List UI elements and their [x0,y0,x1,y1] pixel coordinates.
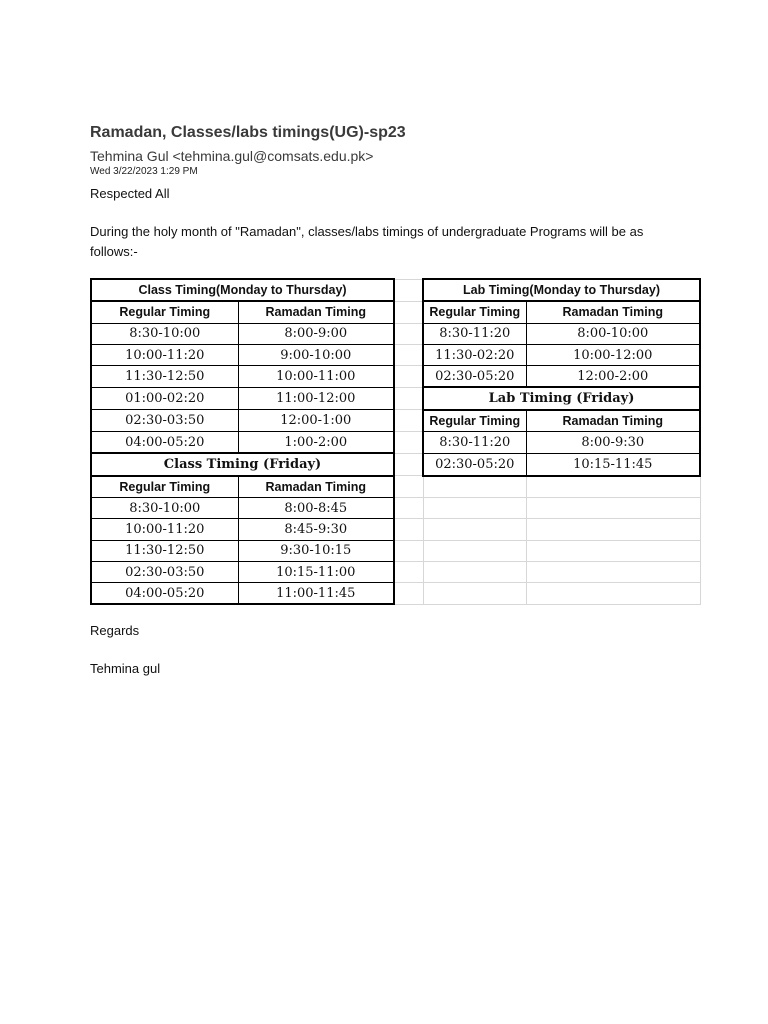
table-cell: 10:15-11:00 [238,561,394,582]
table-cell: 11:30-12:50 [91,366,238,388]
spacer-cell [394,497,423,518]
empty-cell [526,497,700,518]
table-row [91,366,700,388]
table-row [91,279,700,301]
empty-cell [423,583,526,605]
closing: Regards [90,623,140,638]
spacer-cell [394,432,423,454]
email-date: Wed 3/22/2023 1:29 PM [90,166,198,177]
table-row [91,497,700,518]
class-mt-col2: Ramadan Timing [238,301,394,323]
table-cell: 04:00-05:20 [91,583,238,605]
empty-cell [423,540,526,561]
table-cell: 8:30-11:20 [423,432,526,454]
empty-cell [423,519,526,540]
table-cell: 02:30-05:20 [423,453,526,475]
lab-fri-title: Lab Timing (Friday) [423,387,700,409]
empty-cell [526,540,700,561]
table-cell: 11:30-02:20 [423,344,526,365]
lab-mt-col1: Regular Timing [423,301,526,323]
table-row [91,344,700,365]
empty-cell [526,476,700,498]
table-cell: 8:00-9:30 [526,432,700,454]
table-row [91,583,700,605]
empty-cell [526,583,700,605]
empty-cell [423,476,526,498]
spacer-cell [394,387,423,409]
table-cell: 10:00-12:00 [526,344,700,365]
timings-table [90,278,701,605]
table-cell: 12:00-2:00 [526,366,700,388]
empty-cell [526,519,700,540]
class-fri-col2: Ramadan Timing [238,476,394,498]
table-row [91,432,700,454]
table-cell: 1:00-2:00 [238,432,394,454]
signature: Tehmina gul [90,661,161,676]
table-cell: 02:30-03:50 [91,410,238,432]
table-cell: 9:30-10:15 [238,540,394,561]
spacer-cell [394,344,423,365]
empty-cell [423,561,526,582]
spacer-cell [394,453,423,475]
spacer-cell [394,583,423,605]
table-row [91,323,700,344]
empty-cell [526,561,700,582]
table-cell: 10:00-11:20 [91,519,238,540]
table-cell: 8:45-9:30 [238,519,394,540]
table-row [91,519,700,540]
email-sender[interactable]: Tehmina Gul <tehmina.gul@comsats.edu.pk> [90,148,374,164]
email-subject: Ramadan, Classes/labs timings(UG)-sp23 [90,124,406,141]
table-cell: 8:00-9:00 [238,323,394,344]
table-cell: 10:15-11:45 [526,453,700,475]
table-cell: 10:00-11:00 [238,366,394,388]
spacer-cell [394,323,423,344]
empty-cell [423,497,526,518]
spacer-cell [394,540,423,561]
table-cell: 8:00-8:45 [238,497,394,518]
table-cell: 10:00-11:20 [91,344,238,365]
table-cell: 8:00-10:00 [526,323,700,344]
spacer-cell [394,279,423,301]
table-row [91,476,700,498]
table-cell: 04:00-05:20 [91,432,238,454]
table-cell: 02:30-03:50 [91,561,238,582]
spacer-cell [394,476,423,498]
table-cell: 11:00-12:00 [238,387,394,409]
table-cell: 12:00-1:00 [238,410,394,432]
class-mt-title: Class Timing(Monday to Thursday) [91,279,394,301]
spacer-cell [394,519,423,540]
spacer-cell [394,410,423,432]
table-cell: 8:30-11:20 [423,323,526,344]
intro-paragraph: During the holy month of "Ramadan", classes/labs timings of undergraduate Programs will be as follows:- [90,224,644,259]
lab-fri-col2: Ramadan Timing [526,410,700,432]
table-cell: 8:30-10:00 [91,323,238,344]
class-fri-title: Class Timing (Friday) [91,453,394,475]
spacer-cell [394,561,423,582]
table-cell: 8:30-10:00 [91,497,238,518]
class-mt-col1: Regular Timing [91,301,238,323]
table-row [91,387,700,409]
table-cell: 9:00-10:00 [238,344,394,365]
table-row [91,453,700,475]
table-cell: 11:00-11:45 [238,583,394,605]
lab-fri-col1: Regular Timing [423,410,526,432]
lab-mt-title: Lab Timing(Monday to Thursday) [423,279,700,301]
spacer-cell [394,366,423,388]
table-row [91,540,700,561]
table-cell: 02:30-05:20 [423,366,526,388]
table-row [91,410,700,432]
table-row [91,561,700,582]
spacer-cell [394,301,423,323]
lab-mt-col2: Ramadan Timing [526,301,700,323]
table-cell: 01:00-02:20 [91,387,238,409]
table-row [91,301,700,323]
greeting: Respected All [90,186,170,201]
table-cell: 11:30-12:50 [91,540,238,561]
class-fri-col1: Regular Timing [91,476,238,498]
